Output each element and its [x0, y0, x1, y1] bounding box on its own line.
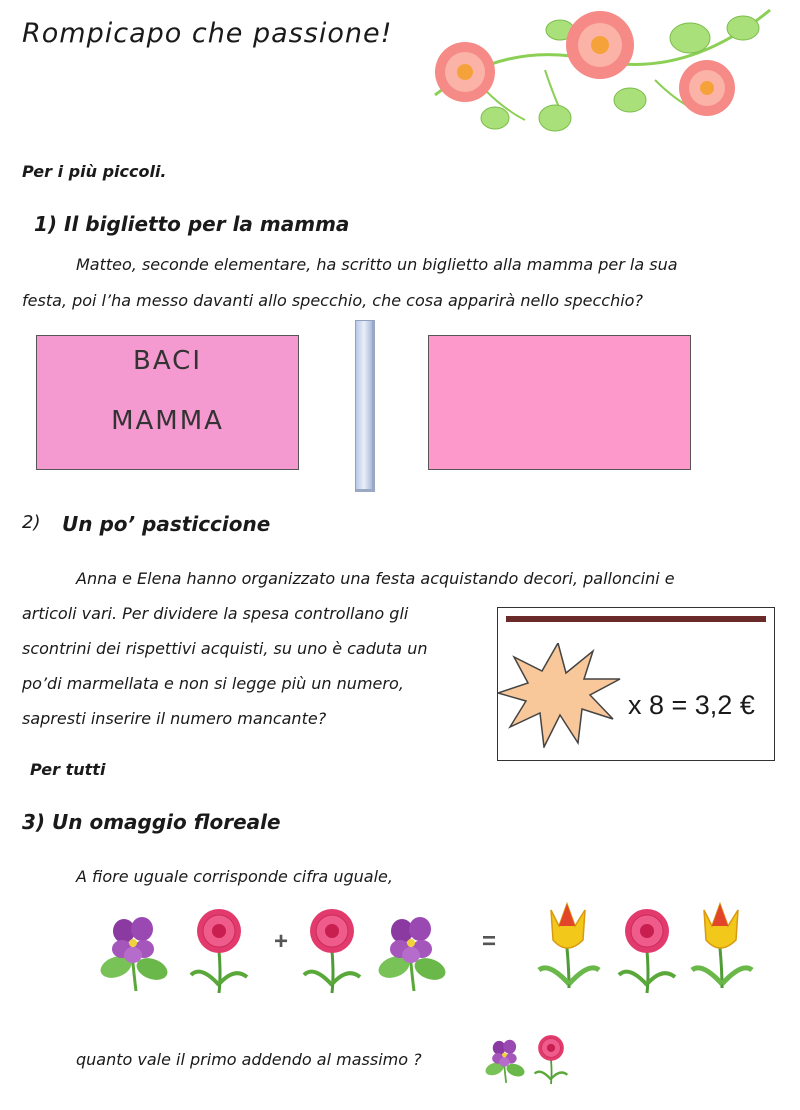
question-3-heading: 3) Un omaggio floreale: [22, 810, 281, 834]
flower-branch-icon: [425, 0, 775, 140]
note-card: [36, 335, 299, 470]
section-label-small: Per i più piccoli.: [22, 162, 167, 181]
receipt-equation: x 8 = 3,2 €: [628, 690, 755, 720]
question-1-heading: 1) Il biglietto per la mamma: [34, 212, 350, 236]
receipt-line: [506, 616, 766, 622]
question-2-text-line: articoli vari. Per dividere la spesa controllano gli: [22, 604, 409, 623]
tulip-flower-icon: [686, 900, 758, 990]
violet-flower-icon: [484, 1032, 526, 1086]
question-2-number: 2): [22, 512, 41, 533]
mirror: [355, 320, 375, 492]
question-1-text-line: Matteo, seconde elementare, ha scritto un biglietto alla mamma per la sua: [76, 255, 678, 274]
page-title: Rompicapo che passione!: [22, 18, 393, 49]
question-2-text-line: sapresti inserire il numero mancante?: [22, 709, 327, 728]
section-label-all: Per tutti: [30, 760, 106, 779]
mirror-answer-card: [428, 335, 691, 470]
splat-icon: [498, 643, 623, 748]
plus-sign: +: [274, 928, 289, 955]
daisy-flower-icon: [530, 1032, 572, 1086]
daisy-flower-icon: [183, 905, 255, 995]
note-card-line: MAMMA: [111, 406, 224, 436]
question-3-text-line: A fiore uguale corrisponde cifra uguale,: [76, 867, 393, 886]
daisy-flower-icon: [296, 905, 368, 995]
violet-flower-icon: [376, 905, 448, 995]
receipt: [497, 607, 775, 761]
question-2-text-line: Anna e Elena hanno organizzato una festa acquistando decori, palloncini e: [76, 569, 675, 588]
daisy-flower-icon: [611, 905, 683, 995]
equals-sign: =: [482, 928, 497, 955]
question-1-text-line: festa, poi l’ha messo davanti allo specchio, che cosa apparirà nello specchio?: [22, 291, 643, 310]
question-2-text-line: po’di marmellata e non si legge più un numero,: [22, 674, 404, 693]
question-3-question: quanto vale il primo addendo al massimo ?: [76, 1050, 422, 1069]
tulip-flower-icon: [533, 900, 605, 990]
question-2-text-line: scontrini dei rispettivi acquisti, su uno è caduta un: [22, 639, 428, 658]
violet-flower-icon: [98, 905, 170, 995]
note-card-line: BACI: [133, 346, 202, 376]
question-2-heading: Un po’ pasticcione: [62, 512, 271, 536]
